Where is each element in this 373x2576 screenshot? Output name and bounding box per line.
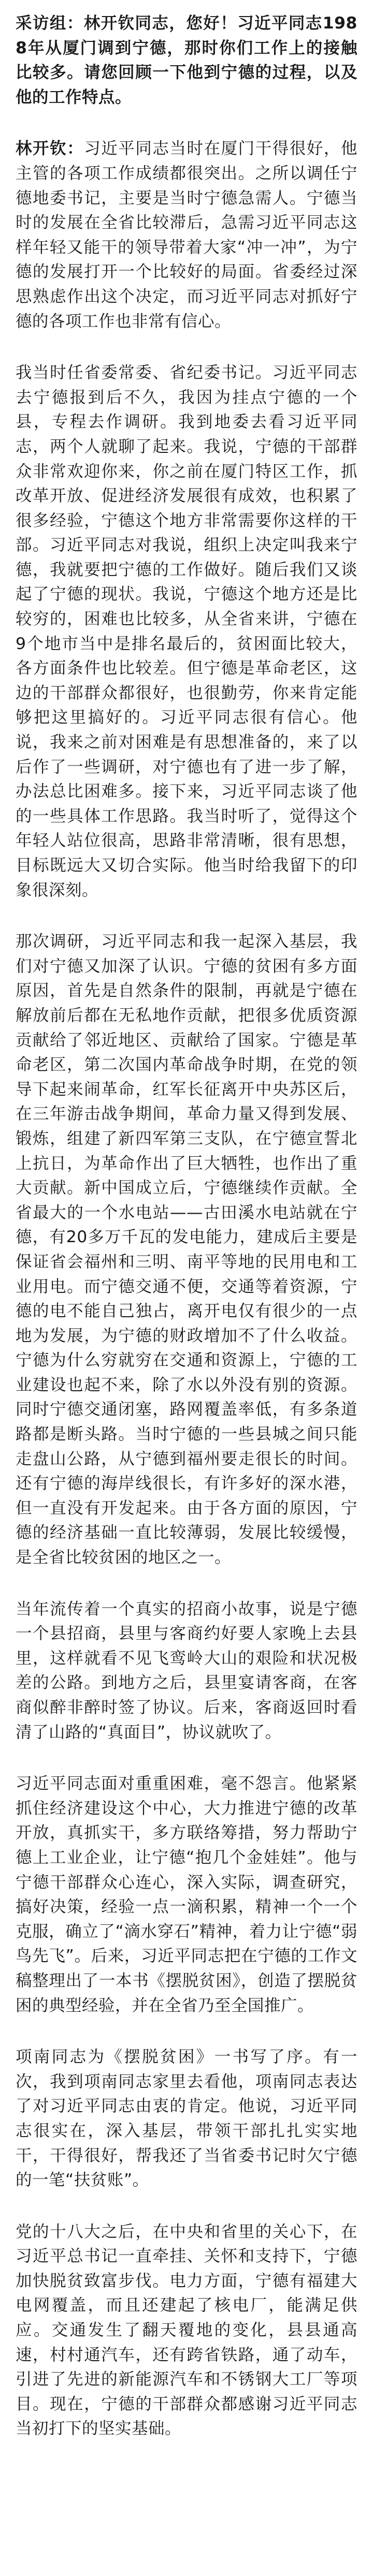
answer-paragraph-2: 我当时任省委常委、省纪委书记。习近平同志去宁德报到后不久，我因为挂点宁德的一个县，专程去作调研。我到地委去看习近平同志，两个人就聊了起来。我说，宁德的干部群众非常欢迎你来，你之前在厦门特区工作，抓改革开放、促进经济发展很有成效，也积累了很多经验，宁德这个地方非常需要你这样的干部。习近平同志对我说，组织上决定叫我来宁德，我就要把宁德的工作做好。随后我们又谈起了宁德的现状。我说，宁德这个地方还是比较穷的，困难也比较多，从全省来讲，宁德在9个地市当中是排名最后的，贫困面比较大，各方面条件也比较差。但宁德是革命老区，这边的干部群众都很好，也很勤劳，你来肯定能够把这里搞好的。习近平同志很有信心。他说，我来之前对困难是有思想准备的，来了以后作了一些调研，对宁德也有了进一步了解，办法总比困难多。接下来，习近平同志谈了他的一些具体工作思路。我当时听了，觉得这个年轻人站位很高，思路非常清晰，很有思想，目标既远大又切合实际。他当时给我留下的印象很深刻。	[16, 363, 357, 900]
answer-paragraph-5: 习近平同志面对重重困难，毫不怨言。他紧紧抓住经济建设这个中心，大力推进宁德的改革开放，真抓实干，多方联络筹措，努力帮助宁德上工业企业，让宁德“抱几个金娃娃”。他与宁德干部群众心连心，深入实际，调查研究，搞好决策，经验一点一滴积累，精神一个一个克服，确立了“滴水穿石”精神，着力让宁德“弱鸟先飞”。后来，习近平同志把在宁德的工作文稿整理出了一本书《摆脱贫困》，创造了摆脱贫困的典型经验，并在全省乃至全国推广。	[16, 1774, 357, 2015]
answer-paragraph-4: 当年流传着一个真实的招商小故事，说是宁德一个县招商，县里与客商约好要人家晚上去县里，这样就看不见飞鸾岭大山的艰险和状况极差的公路。到地方之后，县里宴请客商，在客商似醉非醉时签了协议。后来，客商返回时看清了山路的“真面目”，协议就吹了。	[16, 1599, 357, 1742]
question-text: 林开钦同志，您好！习近平同志1988年从厦门调到宁德，那时你们工作上的接触比较多。请您回顾一下他到宁德的过程，以及他的工作特点。	[16, 14, 357, 107]
answer-paragraph-7: 党的十八大之后，在中央和省里的关心下，在习近平总书记一直牵挂、关怀和支持下，宁德加快脱贫致富步伐。电力方面，宁德有福建大电网覆盖，而且还建起了核电厂，能满足供应。交通发生了翻天覆地的变化，县县通高速，村村通汽车，还有跨省铁路，通了动车，引进了先进的新能源汽车和不锈钢大工厂等项目。现在，宁德的干部群众都感谢习近平同志当初打下的坚实基础。	[16, 2222, 357, 2438]
answer-paragraph-6: 项南同志为《摆脱贫困》一书写了序。有一次，我到项南同志家里去看他，项南同志表达了对习近平同志由衷的肯定。他说，习近平同志很实在，深入基层，带领干部扎扎实实地干，干得很好，帮我还了当省委书记时欠宁德的一笔“扶贫账”。	[16, 2048, 357, 2190]
answer-paragraph-3: 那次调研，习近平同志和我一起深入基层，我们对宁德又加深了认识。宁德的贫困有多方面原因，首先是自然条件的限制，再就是宁德在解放前后都在无私地作贡献，把很多优质资源贡献给了邻近地区、贡献给了国家。宁德是革命老区，第二次国内革命战争时期，在党的领导下起来闹革命，红军长征离开中央苏区后，在三年游击战争期间，革命力量又得到发展、锻炼，组建了新四军第三支队，在宁德宣誓北上抗日，为革命作出了巨大牺牲，也作出了重大贡献。新中国成立后，宁德继续作贡献。全省最大的一个水电站——古田溪水电站就在宁德，有20多万千瓦的发电能力，建成后主要是保证省会福州和三明、南平等地的民用电和工业用电。而宁德交通不便，交通等着资源，宁德的电不能自己独占，离开电仅有很少的一点地为发展，为宁德的财政增加不了什么收益。宁德为什么穷就穷在交通和资源上，宁德的工业建设也起不来，除了水以外没有别的资源。同时宁德交通闭塞，路网覆盖率低，有多条道路都是断头路。当时宁德的一些县城之间只能走盘山公路，从宁德到福州要走很长的时间。还有宁德的海岸线很长，有许多好的深水港，但一直没有开发起来。由于各方面的原因，宁德的经济基础一直比较薄弱，发展比较缓慢，是全省比较贫困的地区之一。	[16, 932, 357, 1567]
interview-question	[16, 11, 357, 110]
answer-paragraph-1	[16, 137, 357, 334]
answer-text: 习近平同志当时在厦门干得很好，他主管的各项工作成绩都很突出。之所以调任宁德地委书记，主要是当时宁德急需人。宁德当时的发展在全省比较滞后，急需习近平同志这样年轻又能干的领导带着大家“冲一冲”，为宁德的发展打开一个比较好的局面。省委经过深思熟虑作出这个决定，而习近平同志对抓好宁德的各项工作也非常有信心。	[16, 139, 357, 331]
answer-speaker: 林开钦：	[16, 139, 84, 158]
question-speaker: 采访组：	[16, 14, 84, 33]
